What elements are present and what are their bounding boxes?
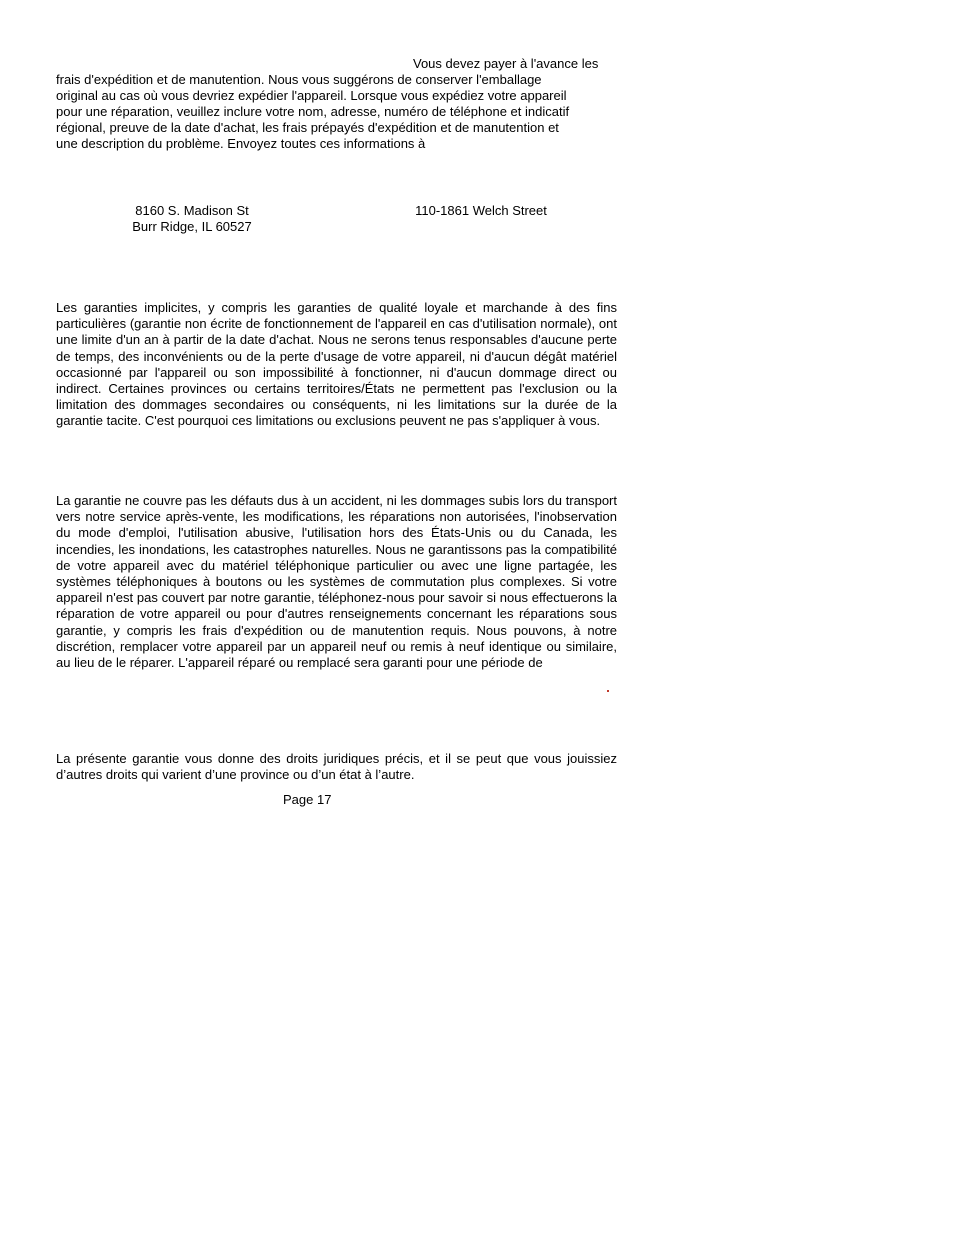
canada-address-street: 110-1861 Welch Street	[415, 203, 547, 218]
us-address-street: 8160 S. Madison St	[135, 203, 249, 218]
page-number: Page 17	[283, 792, 332, 807]
legal-rights-paragraph: La présente garantie vous donne des droits juridiques précis, et il se peut que vous jouissiez d’autres droits qui varient d’une province ou d’un état à l’autre.	[56, 751, 617, 783]
shipping-paragraph-line: régional, preuve de la date d'achat, les frais prépayés d'expédition et de manutention et	[56, 120, 559, 135]
shipping-paragraph-line: frais d'expédition et de manutention. Nous vous suggérons de conserver l'emballage	[56, 72, 542, 87]
us-service-address	[112, 203, 272, 235]
shipping-paragraph-line: une description du problème. Envoyez toutes ces informations à	[56, 136, 426, 151]
shipping-paragraph-line: original au cas où vous devriez expédier l'appareil. Lorsque vous expédiez votre appareil	[56, 88, 567, 103]
coverage-paragraph-end-mark	[607, 690, 609, 692]
canada-service-address	[400, 203, 562, 219]
us-address-city: Burr Ridge, IL 60527	[132, 219, 252, 235]
shipping-paragraph-first-line: Vous devez payer à l'avance les	[413, 56, 599, 71]
coverage-paragraph: La garantie ne couvre pas les défauts dus à un accident, ni les dommages subis lors du transport vers notre service après-vente, les modifications, les réparations non autorisées, l'inobservation du mode d'emploi, l'utilisation abusive, l'utilisation hors des États-Unis ou du Canada, les incendies, les inondations, les catastrophes naturelles. Nous ne garantissons pas la compatibilité de votre appareil avec du matériel téléphonique particulier ou avec une ligne partagée, les systèmes téléphoniques à boutons ou les systèmes de commutation plus complexes. Si votre appareil n'est pas couvert par notre garantie, téléphonez-nous pour savoir si nous effectuerons la réparation de votre appareil ou pour d'autres renseignements concernant les réparations sous garantie, y compris les frais d'expédition ou de manutention requis. Nous pouvons, à notre discrétion, remplacer votre appareil par un appareil neuf ou remis à neuf identique ou similaire, au lieu de le réparer. L'appareil réparé ou remplacé sera garanti pour une période de	[56, 493, 617, 671]
shipping-paragraph-line: pour une réparation, veuillez inclure votre nom, adresse, numéro de téléphone et indicatif	[56, 104, 570, 119]
implied-warranty-paragraph: Les garanties implicites, y compris les garanties de qualité loyale et marchande à des fins particulières (garantie non écrite de fonctionnement de l'appareil en cas d'utilisation normale), ont une limite d'un an à partir de la date d'achat. Nous ne serons tenus responsables d'aucune perte de temps, des inconvénients ou de la perte d'usage de votre appareil, ni d'aucun dégât matériel occasionné par l'appareil ou son impossibilité à fonctionner, ni d'aucun dommage direct ou indirect. Certaines provinces ou certains territoires/États ne permettent pas l'exclusion ou la limitation des dommages secondaires ou conséquents, ni les limitations sur la durée de la garantie tacite. C'est pourquoi ces limitations ou exclusions peuvent ne pas s'appliquer à vous.	[56, 300, 617, 429]
